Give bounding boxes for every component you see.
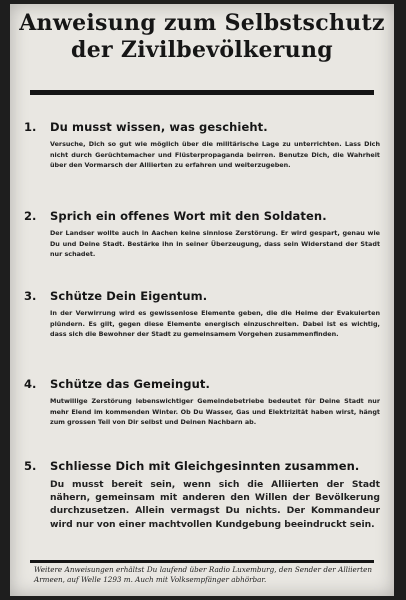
footer-divider: [30, 560, 374, 563]
section-body: Versuche, Dich so gut wie möglich über die militärische Lage zu unterrichten. Lass Dich nicht durch Gerüchtemacher und Flüsterpropaganda beirren. Benutze Dich, die Wahrheit über den Vormarsch der Alliierten zu erfahren und weiterzugeben.: [50, 140, 380, 169]
section-heading: Du musst wissen, was geschieht.: [50, 120, 268, 134]
section-body: Mutwillige Zerstörung lebenswichtiger Gemeindebetriebe bedeutet für Deine Stadt nur mehr Elend im kommenden Winter. Ob Du Wasser, Gas und Elektrizität haben wirst, hängt zum grossen Teil von Dir selbst und Deinen Nachbarn ab.: [50, 397, 380, 426]
section-number: 4.: [24, 377, 37, 391]
title-line-2: der Zivilbevölkerung: [71, 37, 333, 63]
section-body: Der Landser wollte auch in Aachen keine sinnlose Zerstörung. Er wird gespart, genau wie Du und Deine Stadt. Bestärke ihn in seiner Überzeugung, dass sein Widerstand der Stadt nur schadet.: [50, 229, 380, 258]
section-number: 3.: [24, 289, 37, 303]
section-number: 1.: [24, 120, 37, 134]
section-body: In der Verwirrung wird es gewissenlose Elemente geben, die die Heime der Evakuierten plündern. Es gilt, gegen diese Elemente energisch einzuschreiten. Dabei ist es wichtig, dass sich die Bewohner der Stadt zu gemeinsamem Vorgehen zusammenfinden.: [50, 309, 380, 338]
leaflet-sheet: [10, 4, 394, 596]
section-1: [24, 120, 380, 171]
section-3: [24, 289, 380, 340]
title-line-1: Anweisung zum Selbstschutz: [19, 10, 385, 36]
section-heading: Sprich ein offenes Wort mit den Soldaten.: [50, 209, 327, 223]
section-5: [24, 459, 380, 531]
section-heading: Schütze das Gemeingut.: [50, 377, 210, 391]
footer-note: Weitere Anweisungen erhältst Du laufend über Radio Luxemburg, den Sender der Alliierten Armeen, auf Welle 1293 m. Auch mit Volksempfänger abhörbar.: [34, 565, 372, 584]
section-number: 2.: [24, 209, 37, 223]
title-divider: [30, 90, 374, 95]
section-body: Du musst bereit sein, wenn sich die Alliierten der Stadt nähern, gemeinsam mit anderen den Willen der Bevölkerung durchzusetzen. Allein vermagst Du nichts. Der Kommandeur wird nur von einer machtvollen Kundgebung beeindruckt sein.: [50, 479, 380, 530]
section-heading: Schütze Dein Eigentum.: [50, 289, 208, 303]
leaflet-title: [10, 4, 394, 64]
section-2: [24, 209, 380, 260]
section-heading: Schliesse Dich mit Gleichgesinnten zusammen.: [50, 459, 360, 473]
section-4: [24, 377, 380, 428]
section-number: 5.: [24, 459, 37, 473]
